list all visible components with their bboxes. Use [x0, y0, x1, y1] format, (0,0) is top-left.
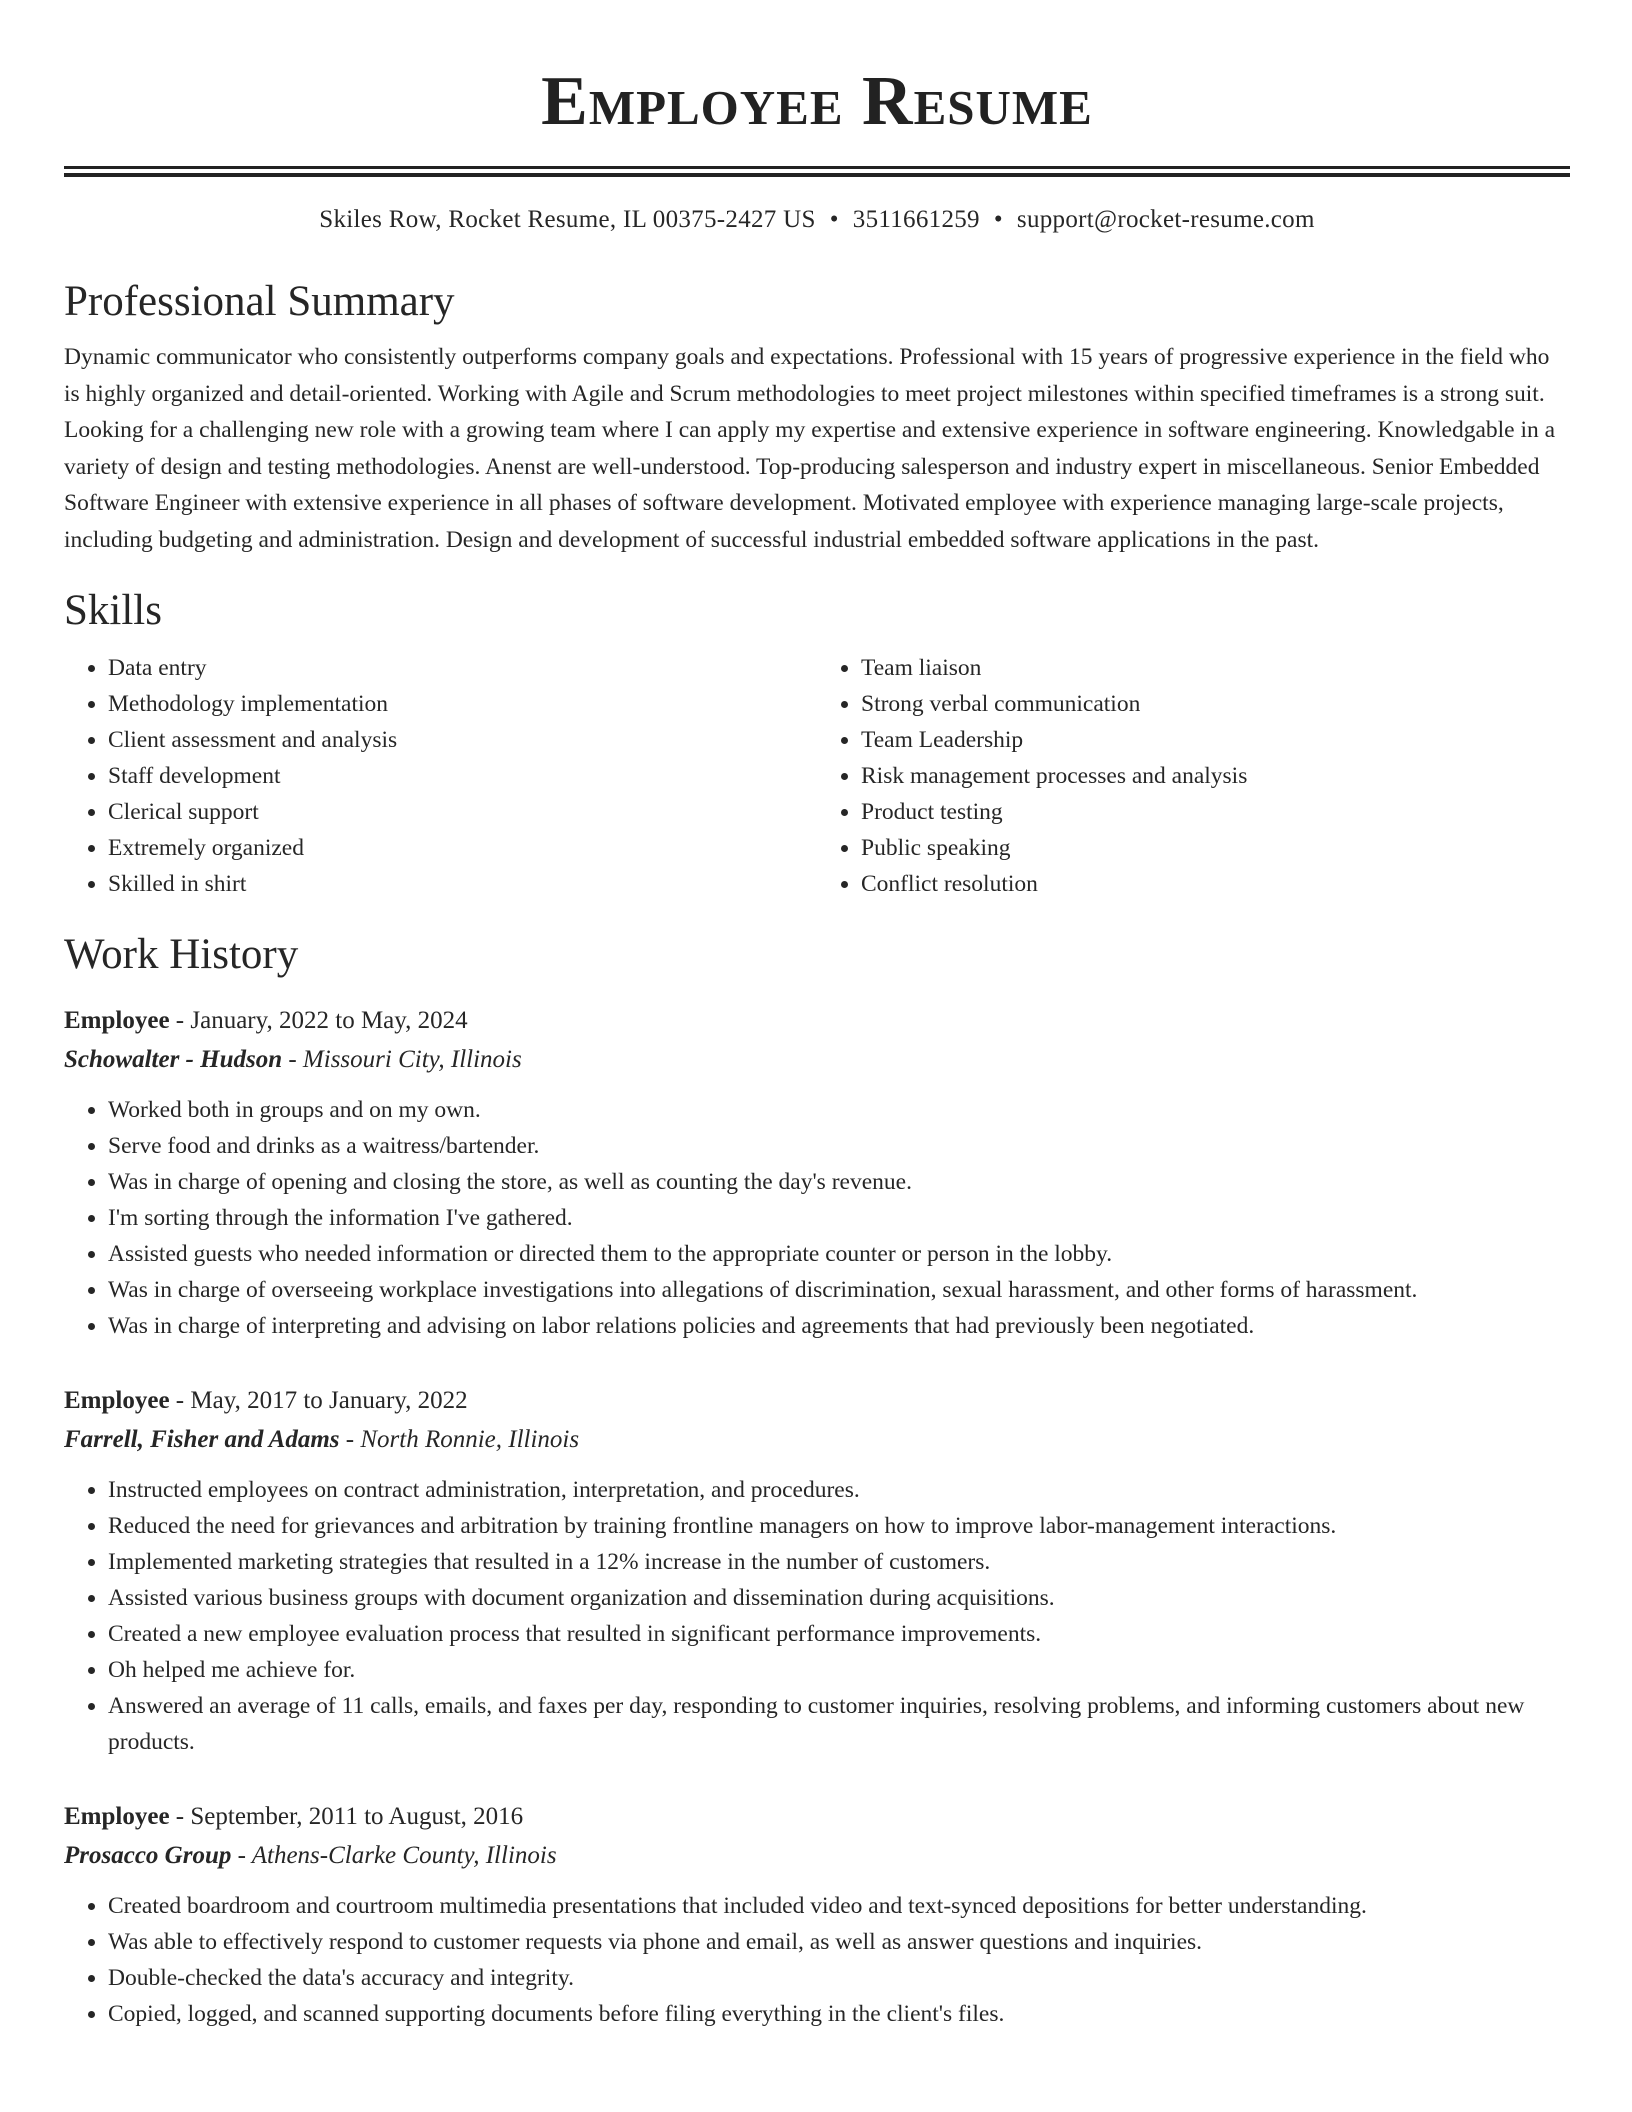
job-title: Employee [64, 1803, 170, 1830]
job-entry [64, 1002, 1570, 1344]
skill-item: • Team Leadership [861, 722, 1570, 758]
job-duties [64, 1472, 1570, 1760]
job-duty: • Worked both in groups and on my own. [108, 1092, 1570, 1128]
skill-item: • Client assessment and analysis [108, 722, 817, 758]
job-duty: • Instructed employees on contract administration, interpretation, and procedures. [108, 1472, 1570, 1508]
resume-title: Employee Resume [541, 63, 1093, 140]
job-duty: • Reduced the need for grievances and arbitration by training frontline managers on how to improve labor-management interactions. [108, 1508, 1570, 1544]
skill-item: • Strong verbal communication [861, 686, 1570, 722]
job-location: - Athens-Clarke County, Illinois [231, 1842, 557, 1869]
skill-item: • Extremely organized [108, 830, 817, 866]
job-duty: • Created a new employee evaluation process that resulted in significant performance improvements. [108, 1616, 1570, 1652]
skill-item: • Product testing [861, 794, 1570, 830]
separator-dot: • [993, 206, 1003, 233]
skills-heading: Skills [64, 587, 162, 634]
job-dates: - May, 2017 to January, 2022 [169, 1387, 468, 1414]
job-title: Employee [64, 1007, 170, 1034]
job-title: Employee [64, 1387, 170, 1414]
job-dates: - September, 2011 to August, 2016 [169, 1803, 524, 1830]
job-duty: • Answered an average of 11 calls, emails, and faxes per day, responding to customer inquiries, resolving problems, and informing customers about new products. [108, 1688, 1570, 1760]
job-dates: - January, 2022 to May, 2024 [169, 1007, 468, 1034]
job-duty: • Was in charge of overseeing workplace investigations into allegations of discrimination, sexual harassment, and other forms of harassment. [108, 1272, 1570, 1308]
work-history-heading: Work History [64, 931, 299, 978]
skill-item: • Methodology implementation [108, 686, 817, 722]
skill-item: • Staff development [108, 758, 817, 794]
job-duty: • Serve food and drinks as a waitress/bartender. [108, 1128, 1570, 1164]
summary-heading: Professional Summary [64, 278, 455, 325]
skill-item: • Data entry [108, 650, 817, 686]
job-duty: • Assisted various business groups with document organization and dissemination during acquisitions. [108, 1580, 1570, 1616]
job-duties [64, 1092, 1570, 1344]
job-employer [64, 1836, 1570, 1876]
skill-item: • Team liaison [861, 650, 1570, 686]
job-duty: • Was in charge of opening and closing the store, as well as counting the day's revenue. [108, 1164, 1570, 1200]
company-name: Schowalter - Hudson [64, 1046, 283, 1073]
job-duty: • Was in charge of interpreting and advising on labor relations policies and agreements that had previously been negotiated. [108, 1308, 1570, 1344]
resume-page [64, 0, 1570, 2032]
job-employer [64, 1420, 1570, 1460]
contact-line [64, 205, 1570, 235]
summary-text: Dynamic communicator who consistently outperforms company goals and expectations. Professional with 15 years of progressive experience in the field who is highly organized and detail-oriented. Working with Agile and Scrum methodologies to meet project milestones within specified timeframes is a strong suit. Looking for a challenging new role with a growing team where I can apply my expertise and extensive experience in software engineering. Knowledgable in a variety of design and testing methodologies. Anenst are well-understood. Top-producing salesperson and industry expert in miscellaneous. Senior Embedded Software Engineer with extensive experience in all phases of software development. Motivated employee with experience managing large-scale projects, including budgeting and administration. Design and development of successful industrial embedded software applications in the past. [64, 344, 1556, 553]
skill-item: • Conflict resolution [861, 866, 1570, 902]
email-link[interactable]: support@rocket-resume.com [1016, 206, 1315, 233]
job-duty: • Copied, logged, and scanned supporting documents before filing everything in the client's files. [108, 1996, 1570, 2032]
job-header [64, 1798, 1570, 1836]
job-duty: • Assisted guests who needed information or directed them to the appropriate counter or person in the lobby. [108, 1236, 1570, 1272]
title-divider [64, 166, 1570, 177]
job-duty: • Implemented marketing strategies that resulted in a 12% increase in the number of customers. [108, 1544, 1570, 1580]
job-duty: • I'm sorting through the information I've gathered. [108, 1200, 1570, 1236]
job-location: - Missouri City, Illinois [282, 1046, 522, 1073]
job-entry [64, 1798, 1570, 2032]
company-name: Farrell, Fisher and Adams [64, 1426, 340, 1453]
job-duties [64, 1888, 1570, 2032]
skills-column-left [64, 650, 817, 902]
job-location: - North Ronnie, Illinois [339, 1426, 580, 1453]
separator-dot: • [829, 206, 839, 233]
skill-item: • Risk management processes and analysis [861, 758, 1570, 794]
phone: 3511661259 [852, 206, 980, 233]
skill-item: • Skilled in shirt [108, 866, 817, 902]
job-header [64, 1382, 1570, 1420]
skills-column-right [817, 650, 1570, 902]
job-duty: • Oh helped me achieve for. [108, 1652, 1570, 1688]
job-header [64, 1002, 1570, 1040]
address: Skiles Row, Rocket Resume, IL 00375-2427 US [319, 206, 816, 233]
job-duty: • Double-checked the data's accuracy and integrity. [108, 1960, 1570, 1996]
company-name: Prosacco Group [64, 1842, 232, 1869]
skill-item: • Clerical support [108, 794, 817, 830]
job-duty: • Created boardroom and courtroom multimedia presentations that included video and text-synced depositions for better understanding. [108, 1888, 1570, 1924]
job-entry [64, 1382, 1570, 1760]
skills-list [64, 650, 1570, 902]
job-employer [64, 1040, 1570, 1080]
skill-item: • Public speaking [861, 830, 1570, 866]
job-duty: • Was able to effectively respond to customer requests via phone and email, as well as answer questions and inquiries. [108, 1924, 1570, 1960]
